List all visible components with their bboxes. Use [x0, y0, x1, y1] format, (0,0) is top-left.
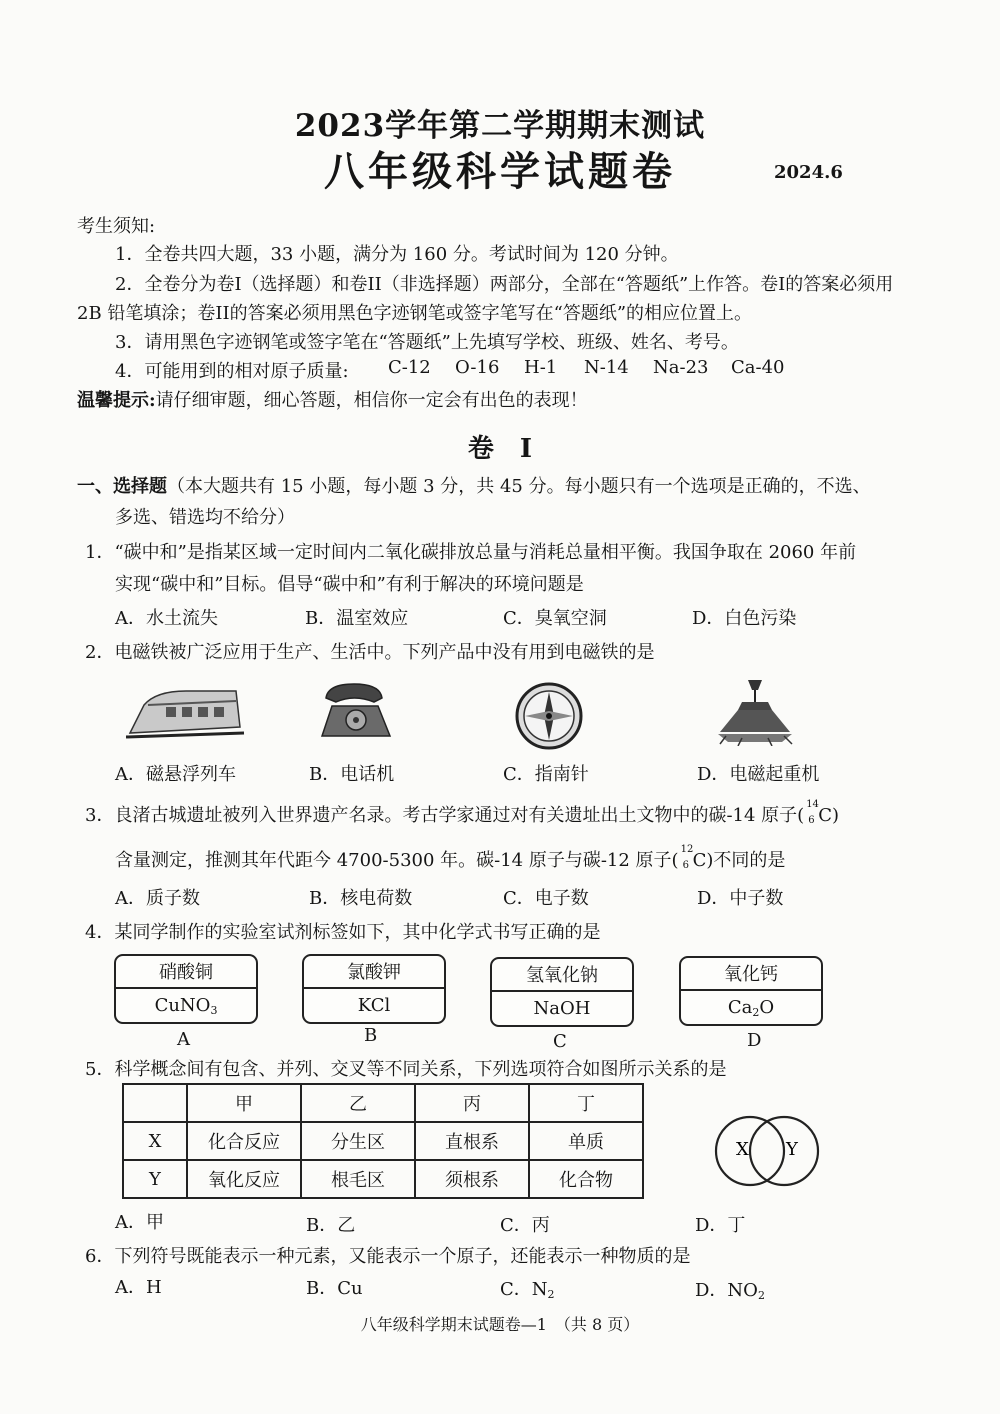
part1-desc-b: 多选、错选均不给分） — [115, 507, 295, 528]
concept-relation-table — [122, 1083, 644, 1199]
reagent-letter-b: B — [364, 1025, 378, 1046]
reagent-letter-c: C — [553, 1031, 567, 1052]
table-cell: 甲 — [187, 1084, 301, 1122]
q1-stem-b: 实现“碳中和”目标。倡导“碳中和”有利于解决的环境问题是 — [115, 574, 584, 595]
q3-stem-a: 3．良渚古城遗址被列入世界遗产名录。考古学家通过对有关遗址出土文物中的碳-14 原子( — [85, 805, 805, 826]
table-cell: Y — [123, 1160, 187, 1198]
reagent-label-b[interactable] — [302, 954, 446, 1024]
reagent-formula: NaOH — [533, 998, 591, 1019]
notice-item-3: 3．请用黑色字迹钢笔或签字笔在“答题纸”上先填写学校、班级、姓名、考号。 — [115, 332, 739, 353]
tip-text: 请仔细审题，细心答题，相信你一定会有出色的表现！ — [155, 390, 588, 411]
maglev-train-illustration — [126, 683, 246, 741]
notice-item-4: 4．可能用到的相对原子质量: — [115, 361, 349, 382]
reagent-label-a[interactable] — [114, 954, 258, 1024]
q3-close-paren: ) — [831, 805, 839, 826]
q6-option-d[interactable]: D．$NO_2$ — [695, 1280, 765, 1302]
reagent-name: 硝酸铜 — [159, 962, 213, 983]
part1-heading: 一、选择题 — [77, 476, 167, 497]
table-cell: 单质 — [529, 1122, 643, 1160]
q4-stem: 4．某同学制作的实验室试剂标签如下，其中化学式书写正确的是 — [85, 922, 601, 943]
table-cell: 根毛区 — [301, 1160, 415, 1198]
q6-option-b[interactable]: B．Cu — [306, 1278, 363, 1299]
table-row — [123, 1160, 643, 1198]
q5-option-a[interactable]: A．甲 — [115, 1212, 164, 1233]
table-cell: 直根系 — [415, 1122, 529, 1160]
atomic-mass-c: C-12 — [388, 357, 431, 378]
atomic-mass-n: N-14 — [584, 357, 629, 378]
exam-title-line1: 2023学年第二学期期末测试 — [294, 108, 706, 144]
table-header-row — [123, 1084, 643, 1122]
carbon-12-isotope: 12 6 — [680, 844, 694, 871]
page-footer: 八年级科学期末试题卷—1 （共 8 页） — [360, 1315, 640, 1334]
q3-stem-b1: 含量测定，推测其年代距今 4700-5300 年。碳-14 原子与碳-12 原子( — [115, 850, 679, 871]
table-cell: 须根系 — [415, 1160, 529, 1198]
carbon-14-isotope: 14 6 — [806, 799, 819, 826]
section-title: 卷 I — [467, 434, 533, 464]
table-cell: 分生区 — [301, 1122, 415, 1160]
table-cell: 化合物 — [529, 1160, 643, 1198]
carbon-14-symbol: C — [818, 805, 832, 826]
compass-illustration — [512, 680, 586, 750]
q1-option-a[interactable]: A．水土流失 — [115, 608, 218, 629]
table-cell — [123, 1084, 187, 1122]
electromagnetic-crane-illustration — [712, 676, 798, 746]
q3-stem-b2: )不同的是 — [706, 850, 786, 871]
q2-option-d[interactable]: D．电磁起重机 — [697, 764, 820, 785]
table-cell: 氧化反应 — [187, 1160, 301, 1198]
reagent-formula: $Ca_2O$ — [727, 997, 775, 1019]
table-cell: 乙 — [301, 1084, 415, 1122]
q6-option-c[interactable]: C．$N_2$ — [500, 1279, 555, 1301]
venn-diagram — [708, 1112, 826, 1190]
q2-option-b[interactable]: B．电话机 — [309, 764, 395, 785]
table-cell: 丙 — [415, 1084, 529, 1122]
notice-item-2a: 2．全卷分为卷I（选择题）和卷II（非选择题）两部分，全部在“答题纸”上作答。卷I的答案必须用 — [115, 274, 894, 295]
q2-stem: 2．电磁铁被广泛应用于生产、生活中。下列产品中没有用到电磁铁的是 — [85, 642, 655, 663]
table-cell: X — [123, 1122, 187, 1160]
reagent-label-d[interactable] — [679, 956, 823, 1026]
venn-label-x: X — [736, 1139, 749, 1160]
q5-option-c[interactable]: C．丙 — [500, 1215, 550, 1236]
reagent-name: 氢氧化钠 — [526, 965, 598, 986]
reagent-name: 氯酸钾 — [347, 962, 401, 983]
q3-option-d[interactable]: D．中子数 — [697, 888, 784, 909]
table-row — [123, 1122, 643, 1160]
exam-title-line2: 八年级科学试题卷 — [324, 148, 676, 195]
q5-option-b[interactable]: B．乙 — [306, 1215, 356, 1236]
atomic-mass-ca: Ca-40 — [731, 357, 785, 378]
notice-heading: 考生须知: — [77, 216, 156, 237]
q1-option-c[interactable]: C．臭氧空洞 — [503, 608, 607, 629]
q6-option-a[interactable]: A．H — [115, 1277, 162, 1298]
atomic-mass-o: O-16 — [455, 357, 500, 378]
venn-label-y: Y — [786, 1139, 798, 1160]
q3-option-b[interactable]: B．核电荷数 — [309, 888, 413, 909]
q6-stem: 6．下列符号既能表示一种元素，又能表示一个原子，还能表示一种物质的是 — [85, 1246, 691, 1267]
q5-stem: 5．科学概念间有包含、并列、交叉等不同关系，下列选项符合如图所示关系的是 — [85, 1059, 727, 1080]
q2-option-c[interactable]: C．指南针 — [503, 764, 589, 785]
reagent-letter-a: A — [177, 1029, 190, 1050]
q3-option-c[interactable]: C．电子数 — [503, 888, 589, 909]
exam-date: 2024.6 — [774, 162, 843, 183]
notice-item-1: 1．全卷共四大题，33 小题，满分为 160 分。考试时间为 120 分钟。 — [115, 244, 679, 265]
q2-option-a[interactable]: A．磁悬浮列车 — [115, 764, 236, 785]
q5-option-d[interactable]: D．丁 — [695, 1215, 746, 1236]
reagent-name: 氧化钙 — [724, 964, 778, 985]
reagent-label-c[interactable] — [490, 957, 634, 1027]
telephone-illustration — [318, 680, 398, 742]
table-cell: 丁 — [529, 1084, 643, 1122]
tip-label: 温馨提示: — [77, 390, 156, 411]
q1-stem-a: 1．“碳中和”是指某区域一定时间内二氧化碳排放总量与消耗总量相平衡。我国争取在 2060 年前 — [85, 542, 857, 563]
q1-option-b[interactable]: B．温室效应 — [305, 608, 409, 629]
reagent-letter-d: D — [747, 1030, 762, 1051]
reagent-formula: CuNO$_3$ — [154, 995, 218, 1017]
atomic-mass-na: Na-23 — [653, 357, 709, 378]
notice-item-2b: 2B 铅笔填涂；卷II的答案必须用黑色字迹钢笔或签字笔写在“答题纸”的相应位置上。 — [77, 303, 753, 324]
reagent-formula: KCl — [357, 995, 391, 1016]
part1-desc-a: （本大题共有 15 小题，每小题 3 分，共 45 分。每小题只有一个选项是正确的，不选、 — [167, 476, 871, 497]
carbon-12-symbol: C — [692, 850, 707, 871]
q3-option-a[interactable]: A．质子数 — [115, 888, 200, 909]
atomic-mass-h: H-1 — [524, 357, 558, 378]
q1-option-d[interactable]: D．白色污染 — [692, 608, 797, 629]
table-cell: 化合反应 — [187, 1122, 301, 1160]
